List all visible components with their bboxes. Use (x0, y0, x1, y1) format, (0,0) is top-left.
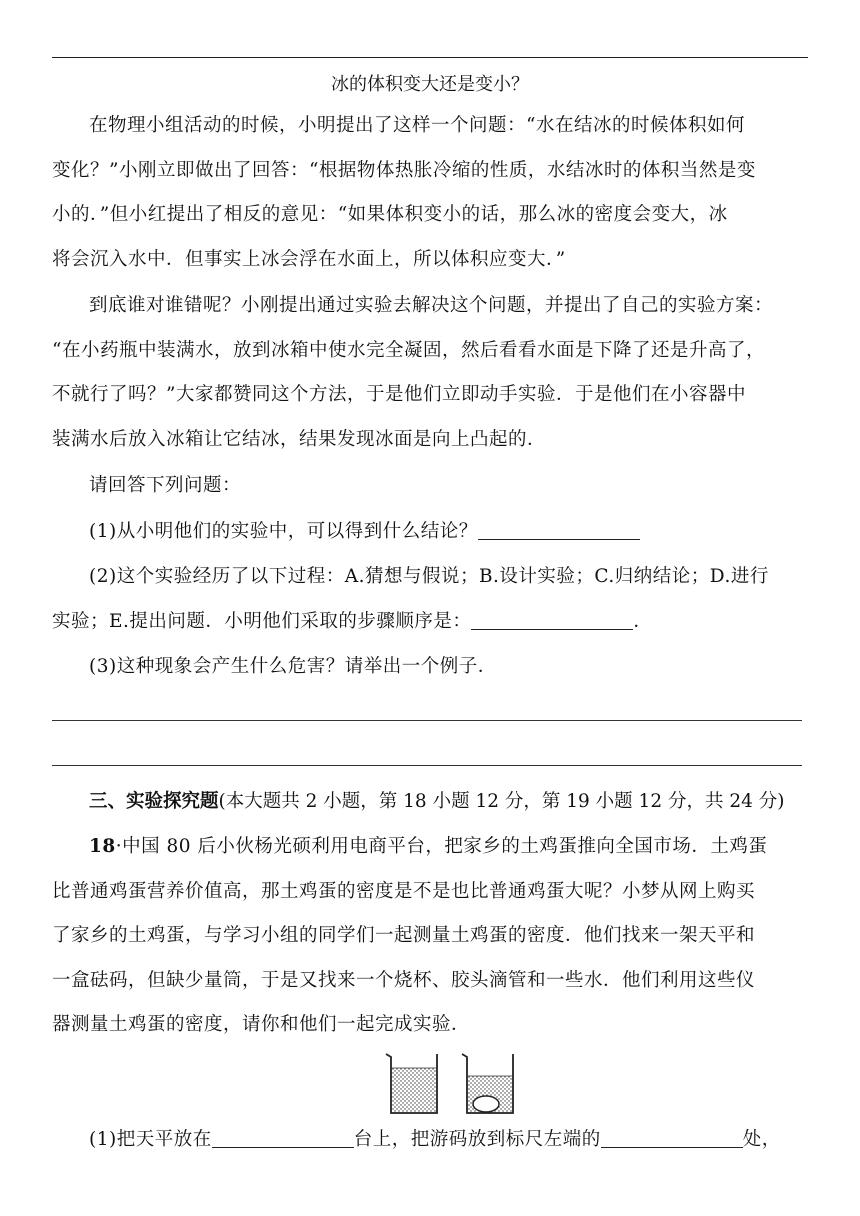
paragraph-line: 小的．”但小红提出了相反的意见：“如果体积变小的话，那么冰的密度会变大，冰 (52, 204, 728, 225)
question-18-sub-1 (52, 1118, 808, 1163)
question-18-line: 比普通鸡蛋营养价值高，那土鸡蛋的密度是不是也比普通鸡蛋大呢？小梦从网上购买 (52, 880, 756, 902)
question-2-end: ． (633, 610, 653, 632)
section-note: (本大题共 2 小题，第 18 小题 12 分，第 19 小题 12 分，共 24 分) (218, 791, 785, 812)
beaker-left (386, 1054, 437, 1113)
sub-1-text-b: 台上，把游码放到标尺左端的 (353, 1129, 601, 1150)
paragraph-line: “在小药瓶中装满水，放到冰箱中使水完全凝固，然后看看水面是下降了还是升高了， (52, 339, 765, 361)
top-rule (52, 57, 808, 58)
question-number: 18 (89, 836, 116, 857)
question-3 (52, 645, 808, 690)
answer-blank-q1[interactable] (478, 521, 640, 541)
answer-blank-q2[interactable] (471, 610, 633, 630)
prompt-text: 请回答下列问题： (89, 475, 242, 496)
passage-title: 冰的体积变大还是变小？ (331, 74, 529, 95)
beaker-right-with-egg (462, 1054, 513, 1113)
paragraph-line: 在物理小组活动的时候，小明提出了这样一个问题：“水在结冰的时候体积如何 (89, 115, 745, 136)
question-prompt (52, 464, 808, 509)
answer-line-1[interactable] (52, 720, 802, 721)
passage-paragraph-1 (52, 104, 808, 282)
question-18 (52, 825, 808, 1048)
question-1 (52, 510, 808, 555)
question-18-line: 了家乡的土鸡蛋，与学习小组的同学们一起测量土鸡蛋的密度．他们找来一架天平和 (52, 925, 756, 946)
question-18-line: ·中国 80 后小伙杨光硕利用电商平台，把家乡的土鸡蛋推向全国市场．土鸡蛋 (115, 836, 768, 857)
paragraph-line: 不就行了吗？”大家都赞同这个方法，于是他们立即动手实验．于是他们在小容器中 (52, 384, 746, 405)
question-18-line: 一盒砝码，但缺少量筒，于是又找来一个烧杯、胶头滴管和一些水．他们利用这些仪 (52, 969, 756, 991)
answer-blank-surface[interactable] (212, 1129, 354, 1149)
beakers-figure (380, 1048, 520, 1118)
passage-paragraph-2 (52, 284, 808, 462)
question-2-text: (2)这个实验经历了以下过程：A.猜想与假说；B.设计实验；C.归纳结论；D.进行 (89, 566, 769, 587)
question-3-text: (3)这种现象会产生什么危害？请举出一个例子． (89, 656, 497, 677)
question-2-text-cont: 实验；E.提出问题．小明他们采取的步骤顺序是： (52, 610, 472, 632)
paragraph-line: 变化？”小刚立即做出了回答：“根据物体热胀冷缩的性质，水结冰时的体积当然是变 (52, 159, 756, 181)
answer-line-2[interactable] (52, 765, 802, 766)
question-1-text: (1)从小明他们的实验中，可以得到什么结论？ (89, 521, 478, 542)
question-18-line: 器测量土鸡蛋的密度，请你和他们一起完成实验． (52, 1014, 471, 1035)
section-title: 三、实验探究题 (89, 791, 219, 812)
sub-1-text-a: (1)把天平放在 (89, 1129, 212, 1150)
paragraph-line: 装满水后放入冰箱让它结冰，结果发现冰面是向上凸起的． (52, 428, 547, 450)
answer-blank-position[interactable] (601, 1129, 743, 1149)
question-2 (52, 555, 808, 644)
paragraph-line: 到底谁对谁错呢？小刚提出通过实验去解决这个问题，并提出了自己的实验方案： (89, 295, 774, 316)
paragraph-line: 将会沉入水中．但事实上冰会浮在水面上，所以体积应变大．” (52, 248, 566, 270)
section-heading (52, 780, 808, 824)
sub-1-text-c: 处， (742, 1129, 781, 1150)
